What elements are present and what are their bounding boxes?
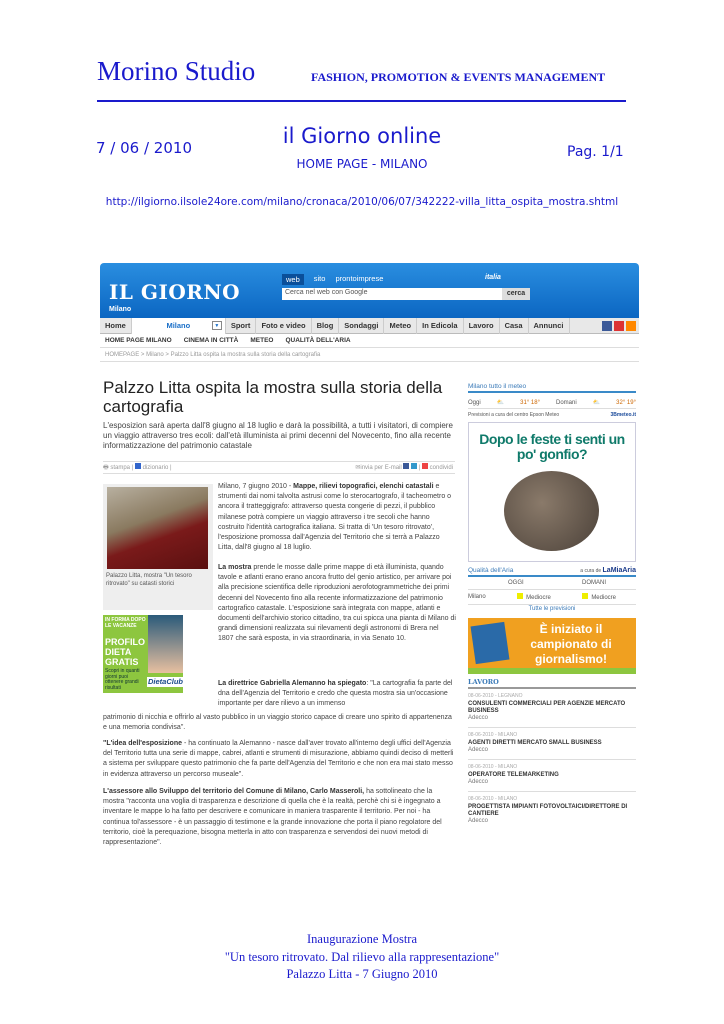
footer-line: "Un tesoro ritrovato. Dal rilievo alla rappresentazione" <box>224 949 500 964</box>
jobs-title[interactable]: LAVORO <box>468 678 636 689</box>
site-header <box>100 263 639 318</box>
tomorrow-label: Domani <box>556 399 577 406</box>
chevron-down-icon[interactable]: ▼ <box>212 321 222 330</box>
tomorrow-min: 19° <box>626 399 636 406</box>
aria-logo: LaMiaAria <box>602 567 636 574</box>
event-footer <box>0 931 724 984</box>
dietaclub-ad[interactable] <box>103 615 183 693</box>
nav-milano-label: Milano <box>166 320 191 330</box>
photo-caption: Palazzo Litta, mostra "Un tesoro ritrovato" su catasti storici <box>106 573 192 587</box>
ad-headline: Dopo le feste ti senti un po' gonfio? <box>479 431 625 462</box>
letterhead-brand: Morino Studio <box>97 56 256 86</box>
facebook-icon[interactable] <box>602 321 612 331</box>
webpage-screenshot <box>100 263 639 875</box>
nav-blog[interactable]: Blog <box>312 318 340 334</box>
page-number: Pag. 1/1 <box>567 144 624 160</box>
nav-edicola[interactable]: In Edicola <box>417 318 463 334</box>
ad-headline: È iniziato il campionato di giornalismo! <box>530 622 612 666</box>
partly-cloudy-icon: ⛅ <box>496 400 505 406</box>
site-logo[interactable]: IL GIORNO <box>109 280 241 304</box>
today-label: Oggi <box>468 399 481 406</box>
article-paragraph: La mostra prende le mosse dalle prime mappe di età illuminista, quando tavole e atlanti erano erano ancora frutto del genio artistico, per arrivare poi alla precisione scientifica delle riproduzioni aerofotogrammetriche dei primi decenni del Novecento fino alla recente informatizzazione del patrimonio cartografico catastale. L'esposizione sarà integrata con mappe, atlanti e documenti dell'archivio storico cittadino, tra cui spicca una pianta di Milano di grandi dimensioni realizzata sui rilevamenti degli astronomi di Brera nel 1807 che sarà esposta, in via straordinaria, in via Senato 10. <box>218 564 456 643</box>
dictionary-icon[interactable] <box>135 463 141 469</box>
ad-main-text: PROFILO DIETA GRATIS <box>105 637 145 667</box>
facebook-share-icon[interactable] <box>403 463 409 469</box>
meteo-logo[interactable]: 3Bmeteo.it <box>610 412 636 418</box>
job-item[interactable]: 08-06-2010 - MILANO AGENTI DIRETTI MERCATO SMALL BUSINESS Adecco <box>468 728 636 760</box>
share-icon[interactable] <box>422 463 428 469</box>
pufferfish-image <box>504 471 599 551</box>
ad-brand: DietaClub <box>148 677 183 686</box>
quality-tomorrow: Mediocre <box>591 595 616 601</box>
nav-annunci[interactable]: Annunci <box>529 318 570 334</box>
photo-box <box>103 484 213 610</box>
clipping-date: 7 / 06 / 2010 <box>96 139 192 157</box>
article-paragraph: "L'idea dell'esposizione - ha continuato la Alemanno - nasce dall'aver trovato all'interno degli uffici dell'Agenzia del Territorio tutta una serie di mappe, cabrei, atlanti e strumenti di misurazione, abbiamo quindi deciso di metterli a sistema per sviluppare questo patrimonio che fa parte dell'Agenzia del Territorio e che non era mai stato messo in evidenza attraverso un percorso museale". <box>103 740 454 778</box>
twitter-share-icon[interactable] <box>411 463 417 469</box>
footer-line: Inaugurazione Mostra <box>306 932 418 946</box>
meteo-row <box>468 399 636 409</box>
nav-sondaggi[interactable]: Sondaggi <box>339 318 384 334</box>
dictionary-link[interactable]: dizionario <box>142 465 169 471</box>
subnav-cinema[interactable]: CINEMA IN CITTÀ <box>183 337 239 344</box>
article-title: Palzzo Litta ospita la mostra sulla storia della cartografia <box>103 378 443 416</box>
job-item[interactable]: 08-06-2010 - MILANO OPERATORE TELEMARKETING Adecco <box>468 760 636 792</box>
col-tomorrow: DOMANI <box>582 580 606 586</box>
all-forecasts-link[interactable]: Tutte le previsioni <box>528 606 576 612</box>
air-quality <box>468 567 636 612</box>
aria-title[interactable]: Qualità dell'Aria <box>468 567 514 574</box>
article-paragraph: patrimonio di nicchia e offrirlo al vasto pubblico in un viaggio storico capace di creare uno spirito di appartenenza e una memoria condivisa". <box>103 714 452 732</box>
subnav-aria[interactable]: QUALITÀ DELL'ARIA <box>285 337 351 344</box>
quality-indicator <box>582 593 588 599</box>
jobs <box>468 678 636 830</box>
subnav-home-milano[interactable]: HOME PAGE MILANO <box>105 337 172 344</box>
subnav-meteo[interactable]: METEO <box>250 337 274 344</box>
search-tab-prontoimprese[interactable]: prontoimprese <box>335 274 384 283</box>
job-item[interactable]: 08-06-2010 - LEGNANO CONSULENTI COMMERCIALI PER AGENZIE MERCATO BUSINESS Adecco <box>468 689 636 728</box>
nav-milano[interactable] <box>132 318 226 334</box>
pufferfish-ad[interactable] <box>468 422 636 562</box>
partly-cloudy-icon: ⛅ <box>592 400 601 406</box>
campionato-ad[interactable] <box>468 618 636 674</box>
clipping-source: il Giorno online <box>282 124 442 148</box>
footer-line: Palazzo Litta - 7 Giugno 2010 <box>286 967 438 981</box>
search-button[interactable]: cerca <box>502 288 530 300</box>
search-tab-web[interactable]: web <box>282 274 304 285</box>
social-links <box>602 321 639 331</box>
today-max: 31° <box>520 399 530 406</box>
nav-lavoro[interactable]: Lavoro <box>464 318 500 334</box>
article-photo[interactable] <box>107 487 208 569</box>
share-link[interactable]: condividi <box>429 465 453 471</box>
job-item[interactable]: 08-06-2010 - MILANO PROGETTISTA IMPIANTI FOTOVOLTAICI/DIRETTORE DI CANTIERE Adecco <box>468 796 628 824</box>
print-link[interactable]: stampa <box>110 465 131 471</box>
letterhead-tagline: FASHION, PROMOTION & EVENTS MANAGEMENT <box>311 70 606 84</box>
article-paragraph: Milano, 7 giugno 2010 - Mappe, rilievi topografici, elenchi catastali e strumenti dai nomi talvolta astrusi come lo sterocartografo, il tacheometro o ancora il tratteggigrafo: attraverso questa congerie di pezzi, il pubblico milanese potrà compiere un viaggio attraverso i tre secoli che hanno costruito l'identità cartografica italiana. Si tratta di 'Un tesoro ritrovato', l'esposizione promossa dall'Agenzia del Territorio che si terrà a Palazzo Litta, dall'8 giugno al 18 luglio. <box>218 483 452 552</box>
meteo-credit: Previsioni a cura del centro Epson Meteo <box>468 412 560 418</box>
meteo-title[interactable]: Milano tutto il meteo <box>468 383 636 393</box>
quality-indicator <box>517 593 523 599</box>
email-icon[interactable]: ✉ <box>355 465 361 471</box>
ad-image <box>148 615 183 673</box>
ad-small-text: Scopri in quanti giorni puoi ottenere grandi risultati <box>105 668 140 691</box>
breadcrumb[interactable]: HOMEPAGE > Milano > Palzzo Litta ospita la mostra sulla storia della cartografia <box>100 348 639 362</box>
article-paragraph: La direttrice Gabriella Alemanno ha spiegato: "La cartografia fa parte del dna dell'Agenzia del Territorio e credo che questa mostra sia un'occasione importante per dare rilievo a un immenso <box>218 680 453 708</box>
article-paragraph: L'assessore allo Sviluppo del territorio del Comune di Milano, Carlo Masseroli, ha sottolineato che la mostra "racconta una voglia di trasparenza e descrizione di quella che è la realtà, perchè chi si è ingegnato a inventare le mappe lo ha fatto per descrivere e comunicare in maniera trasparente il territorio. Per noi - ha continua tol'assessore - è un passaggio di testimone e la grande innovazione che porta il piano regolatore del territorio, cioè la perequazione, bisogna metterla in atto con trasparenza e servendosi dei nuovi metodi di rappresentazione". <box>103 788 442 847</box>
article-toolbar: 🖶 stampa | dizionario | ✉invia per E-mail | condividi <box>103 461 455 474</box>
source-url[interactable]: http://ilgiorno.ilsole24ore.com/milano/cronaca/2010/06/07/342222-villa_litta_ospita_mostra.shtml <box>105 196 619 208</box>
quality-today: Mediocre <box>526 595 551 601</box>
partner-logo: italia <box>485 274 501 281</box>
search-tab-sito[interactable]: sito <box>313 274 326 283</box>
nav-foto-video[interactable]: Foto e video <box>256 318 311 334</box>
ad-top-text: IN FORMA DOPO LE VACANZE <box>105 617 146 629</box>
city: Milano <box>468 594 486 600</box>
tomorrow-max: 32° <box>616 399 626 406</box>
sidebar <box>468 383 636 830</box>
nav-casa[interactable]: Casa <box>500 318 529 334</box>
rss-icon[interactable] <box>626 321 636 331</box>
meteo-credit-row <box>468 412 636 418</box>
sub-nav <box>100 334 639 348</box>
main-nav <box>100 318 639 334</box>
print-icon[interactable]: 🖶 <box>103 465 109 471</box>
divider <box>97 100 626 102</box>
article-summary: L'esposizion sarà aperta dall'8 giugno al 18 luglio e darà la possibilità, a tutti i visitatori, di compiere un viaggio attraverso tres ecoli: dall'età illuminista ai primi decenni del Novecento, fino alla recente informatizzazione del patrimonio catastale <box>103 421 453 450</box>
email-link[interactable]: invia per E-mail <box>360 465 402 471</box>
clipping-section: HOME PAGE - MILANO <box>296 157 428 171</box>
newspaper-icon <box>471 622 510 664</box>
nav-home[interactable]: Home <box>100 318 132 334</box>
col-today: OGGI <box>508 580 524 586</box>
nav-sport[interactable]: Sport <box>226 318 257 334</box>
today-min: 18° <box>530 399 540 406</box>
aria-credit: a cura de <box>580 568 602 574</box>
edition-label: Milano <box>109 306 132 313</box>
nav-meteo[interactable]: Meteo <box>384 318 417 334</box>
youtube-icon[interactable] <box>614 321 624 331</box>
search-input[interactable]: Cerca nel web con Google <box>282 288 502 300</box>
search-tabs <box>282 274 383 285</box>
